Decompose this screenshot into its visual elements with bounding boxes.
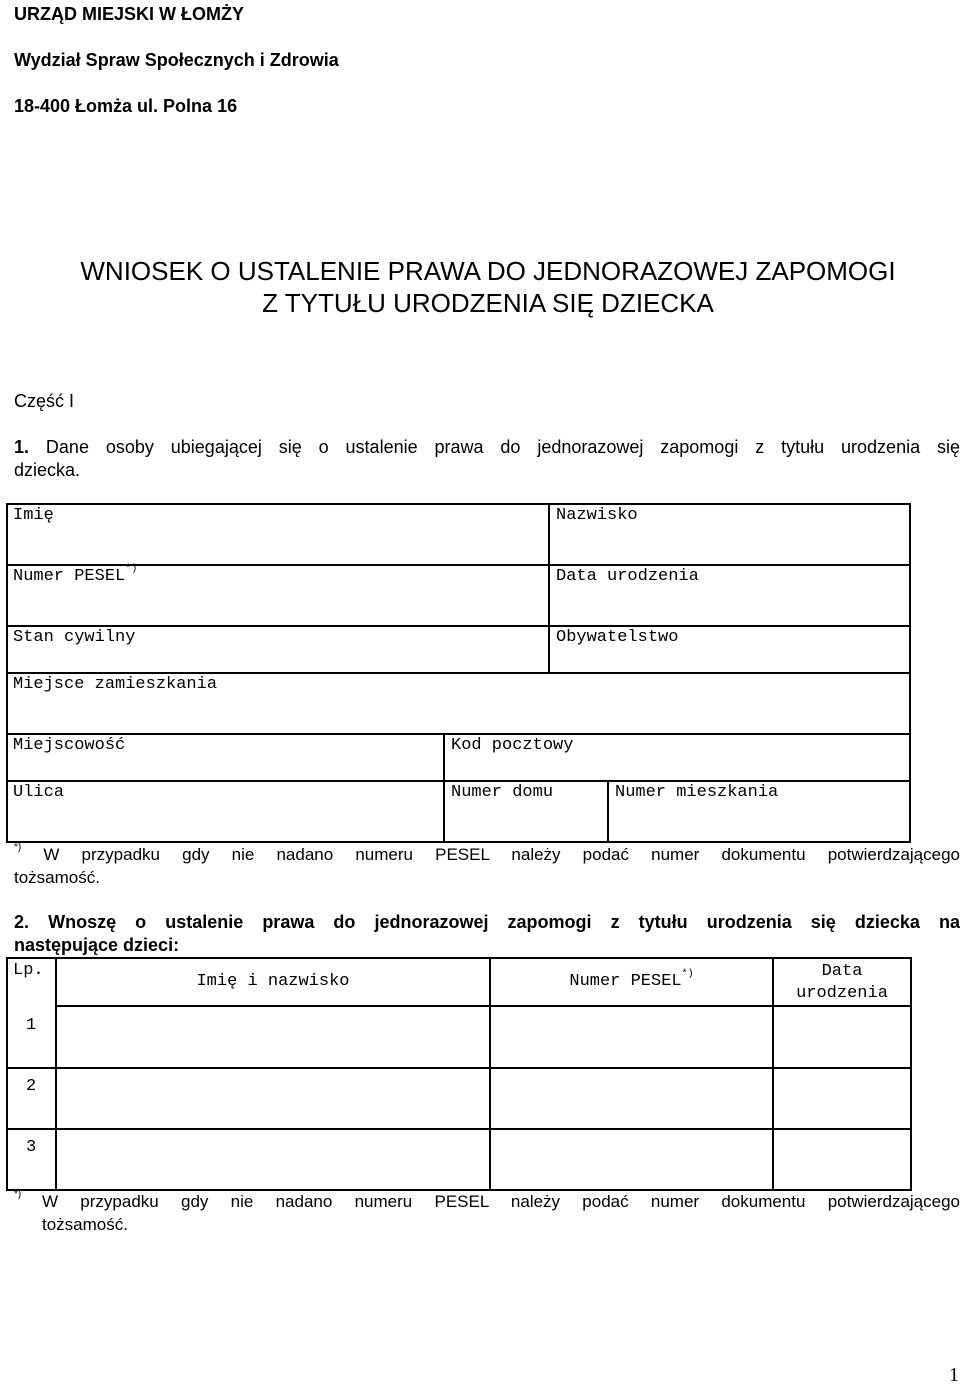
department-name: Wydział Spraw Społecznych i Zdrowia — [14, 50, 339, 70]
postal-code-field[interactable]: Kod pocztowy — [451, 736, 574, 755]
section2-number: 2. — [14, 912, 30, 932]
page-number: 1 — [949, 1364, 959, 1386]
section1-footnote-mark: *) — [14, 842, 22, 853]
section2-footnote-line1: W przypadku gdy nie nadano numeru PESEL należy podać numer dokumentu potwierdzającego — [42, 1192, 960, 1211]
section1-footnote-line2: tożsamość. — [14, 868, 100, 887]
house-number-field[interactable]: Numer domu — [451, 783, 554, 802]
column-birth-date-line2: urodzenia — [796, 984, 888, 1003]
form-title-line2: Z TYTUŁU URODZENIA SIĘ DZIECKA — [262, 288, 714, 318]
section2-footnote — [42, 1192, 960, 1212]
row-number-2: 2 — [26, 1077, 37, 1096]
city-field[interactable]: Miejscowość — [13, 736, 126, 755]
column-birth-date — [774, 961, 910, 1005]
pesel-label: Numer PESEL — [13, 567, 126, 586]
last-name-field[interactable]: Nazwisko — [556, 506, 638, 525]
part-label: Część I — [14, 391, 75, 411]
column-lp: Lp. — [13, 961, 44, 980]
office-name: URZĄD MIEJSKI W ŁOMŻY — [14, 4, 244, 24]
birth-date-field[interactable]: Data urodzenia — [556, 567, 699, 586]
section2-footnote-line2: tożsamość. — [42, 1215, 128, 1234]
street-field[interactable]: Ulica — [13, 783, 65, 802]
column-pesel-label: Numer PESEL — [569, 972, 682, 991]
section1-number: 1. — [14, 437, 30, 457]
section1-heading-line2: dziecka. — [14, 460, 81, 480]
column-pesel — [491, 969, 772, 991]
apartment-number-field[interactable]: Numer mieszkania — [615, 783, 779, 802]
section2-footnote-mark — [14, 1189, 22, 1210]
section2-heading-line1: Wnoszę o ustalenie prawa do jednorazowej zapomogi z tytułu urodzenia się dziecka na — [48, 912, 960, 932]
section2-footnote-mark-text: *) — [14, 1189, 22, 1200]
row-number-1: 1 — [26, 1016, 37, 1035]
column-pesel-footnote-mark: *) — [681, 969, 694, 980]
office-address: 18-400 Łomża ul. Polna 16 — [14, 96, 238, 116]
first-name-field[interactable]: Imię — [13, 506, 54, 525]
pesel-footnote-mark: *) — [125, 564, 138, 575]
column-birth-date-line1: Data — [821, 962, 863, 981]
citizenship-field[interactable]: Obywatelstwo — [556, 628, 679, 647]
section1-footnote-line1: W przypadku gdy nie nadano numeru PESEL należy podać numer dokumentu potwierdzającego — [43, 845, 960, 864]
section1-heading-line1: Dane osoby ubiegającej się o ustalenie prawa do jednorazowej zapomogi z tytułu urodzenia się — [45, 437, 960, 457]
section2-heading-line2: następujące dzieci: — [14, 935, 180, 955]
column-name: Imię i nazwisko — [196, 972, 350, 991]
marital-status-field[interactable]: Stan cywilny — [13, 628, 136, 647]
form-title-line1: WNIOSEK O USTALENIE PRAWA DO JEDNORAZOWEJ ZAPOMOGI — [80, 256, 896, 286]
residence-label: Miejsce zamieszkania — [13, 675, 218, 694]
row-number-3: 3 — [26, 1138, 37, 1157]
